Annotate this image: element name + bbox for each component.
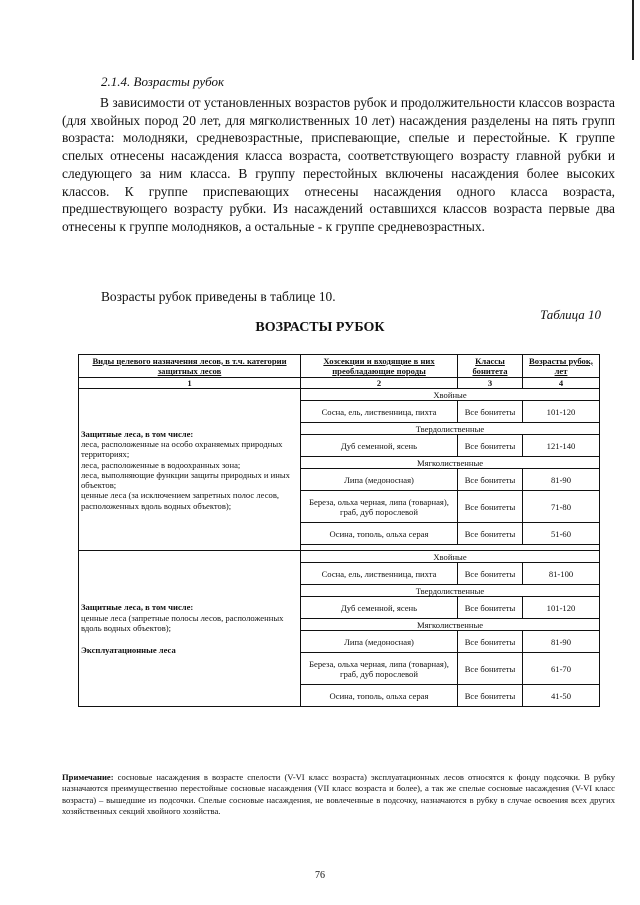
body-paragraph: В зависимости от установленных возрастов рубок и продолжительности классов возраста (для хвойных пород 20 лет, для мягколиственных 10 лет) насаждения разделены на пять групп возраста: молодняки, средневозрастные, приспевающие, спелые и перестойные. К группе спелых отнесены насаждения класса возраста, соответствующего возрасту главной рубки и следующего за ним класса. В группу перестойных включены насаждения более высоких классов. К группе приспевающих отнесены насаждения одного класса возраста, предшествующего возрасту рубки. Из насаждений оставшихся классов возраста первые два отнесены к группе молодняков, а остальные - к группе средневозрастных. <box>62 95 615 234</box>
species-group: Мягколиственные <box>301 457 600 469</box>
bonitet-cell: Все бонитеты <box>458 401 523 423</box>
note-label: Примечание: <box>62 772 114 782</box>
group-row <box>79 389 600 401</box>
section-cell: Липа (медоносная) <box>301 631 458 653</box>
age-cell: 101-120 <box>523 401 600 423</box>
column-number: 4 <box>523 378 600 389</box>
section-cell: Дуб семенной, ясень <box>301 597 458 619</box>
bonitet-cell: Все бонитеты <box>458 653 523 685</box>
section-cell: Липа (медоносная) <box>301 469 458 491</box>
column-number: 3 <box>458 378 523 389</box>
cutting-ages-table <box>78 354 600 707</box>
header-cell: Виды целевого назначения лесов, в т.ч. категории защитных лесов <box>79 355 301 378</box>
section-cell: Сосна, ель, лиственница, пихта <box>301 401 458 423</box>
column-number: 1 <box>79 378 301 389</box>
bonitet-cell: Все бонитеты <box>458 631 523 653</box>
forest-category-line: ценные леса (за исключением запретных полос лесов, расположенных вдоль водных объектов); <box>81 490 280 511</box>
species-group: Твердолиственные <box>301 585 600 597</box>
age-cell: 81-100 <box>523 563 600 585</box>
table-header-row <box>79 355 600 378</box>
page-number: 76 <box>315 870 325 881</box>
header-cell: Хозсекции и входящие в них преобладающие породы <box>301 355 458 378</box>
group-row <box>79 551 600 563</box>
section-cell: Береза, ольха черная, липа (товарная), граб, дуб порослевой <box>301 491 458 523</box>
forest-category-title: Эксплуатационные леса <box>81 645 176 656</box>
age-cell: 81-90 <box>523 631 600 653</box>
forest-category-title: Защитные леса, в том числе: <box>81 428 194 439</box>
forest-purpose-cell <box>79 551 301 707</box>
bonitet-cell: Все бонитеты <box>458 597 523 619</box>
bonitet-cell: Все бонитеты <box>458 435 523 457</box>
age-cell: 81-90 <box>523 469 600 491</box>
species-group: Мягколиственные <box>301 619 600 631</box>
bonitet-cell: Все бонитеты <box>458 469 523 491</box>
age-cell: 61-70 <box>523 653 600 685</box>
bonitet-cell: Все бонитеты <box>458 563 523 585</box>
forest-category-title: Защитные леса, в том числе: <box>81 602 194 613</box>
page-edge-line <box>632 0 634 60</box>
section-cell: Береза, ольха черная, липа (товарная), граб, дуб порослевой <box>301 653 458 685</box>
note-text: сосновые насаждения в возрасте спелости (V-VI класс возраста) эксплуатационных лесов относятся к фонду подсочки. В рубку назначаются преимущественно перестойные сосновые насаждения (VII класс возраста и более), а так же спелые сосновые насаждения (V-VI класс возраста) – вышедшие из подсочки. Спелые сосновые насаждения, не вовлеченные в подсочку, назначаются в рубку в случае освоения всех других хозяйственных секций хвойного хозяйства. <box>62 772 615 816</box>
section-cell: Сосна, ель, лиственница, пихта <box>301 563 458 585</box>
age-cell: 71-80 <box>523 491 600 523</box>
age-cell: 51-60 <box>523 523 600 545</box>
forest-purpose-cell <box>79 389 301 551</box>
age-cell: 101-120 <box>523 597 600 619</box>
forest-category-line: ценные леса (запретные полосы лесов, расположенных вдоль водных объектов); <box>81 612 284 633</box>
bonitet-cell: Все бонитеты <box>458 523 523 545</box>
forest-category-line: леса, выполняющие функции защиты природных и иных объектов; <box>81 469 290 491</box>
forest-category-line: леса, расположенные в водоохранных зона; <box>81 459 241 470</box>
table-note <box>62 772 615 817</box>
table-label: Таблица 10 <box>540 307 602 322</box>
header-cell: Возрасты рубок, лет <box>523 355 600 378</box>
age-cell: 121-140 <box>523 435 600 457</box>
bonitet-cell: Все бонитеты <box>458 491 523 523</box>
species-group: Хвойные <box>301 389 600 401</box>
age-cell: 41-50 <box>523 685 600 707</box>
column-number: 2 <box>301 378 458 389</box>
species-group: Твердолиственные <box>301 423 600 435</box>
section-cell: Осина, тополь, ольха серая <box>301 685 458 707</box>
bonitet-cell: Все бонитеты <box>458 685 523 707</box>
header-cell: Классы бонитета <box>458 355 523 378</box>
table-reference-text: Возрасты рубок приведены в таблице 10. <box>101 289 336 304</box>
species-group: Хвойные <box>301 551 600 563</box>
table-title: ВОЗРАСТЫ РУБОК <box>255 320 385 335</box>
section-heading: 2.1.4. Возрасты рубок <box>101 74 225 89</box>
column-number-row <box>79 378 600 389</box>
section-cell: Осина, тополь, ольха серая <box>301 523 458 545</box>
section-cell: Дуб семенной, ясень <box>301 435 458 457</box>
forest-category-line: леса, расположенные на особо охраняемых природных территориях; <box>81 438 283 460</box>
